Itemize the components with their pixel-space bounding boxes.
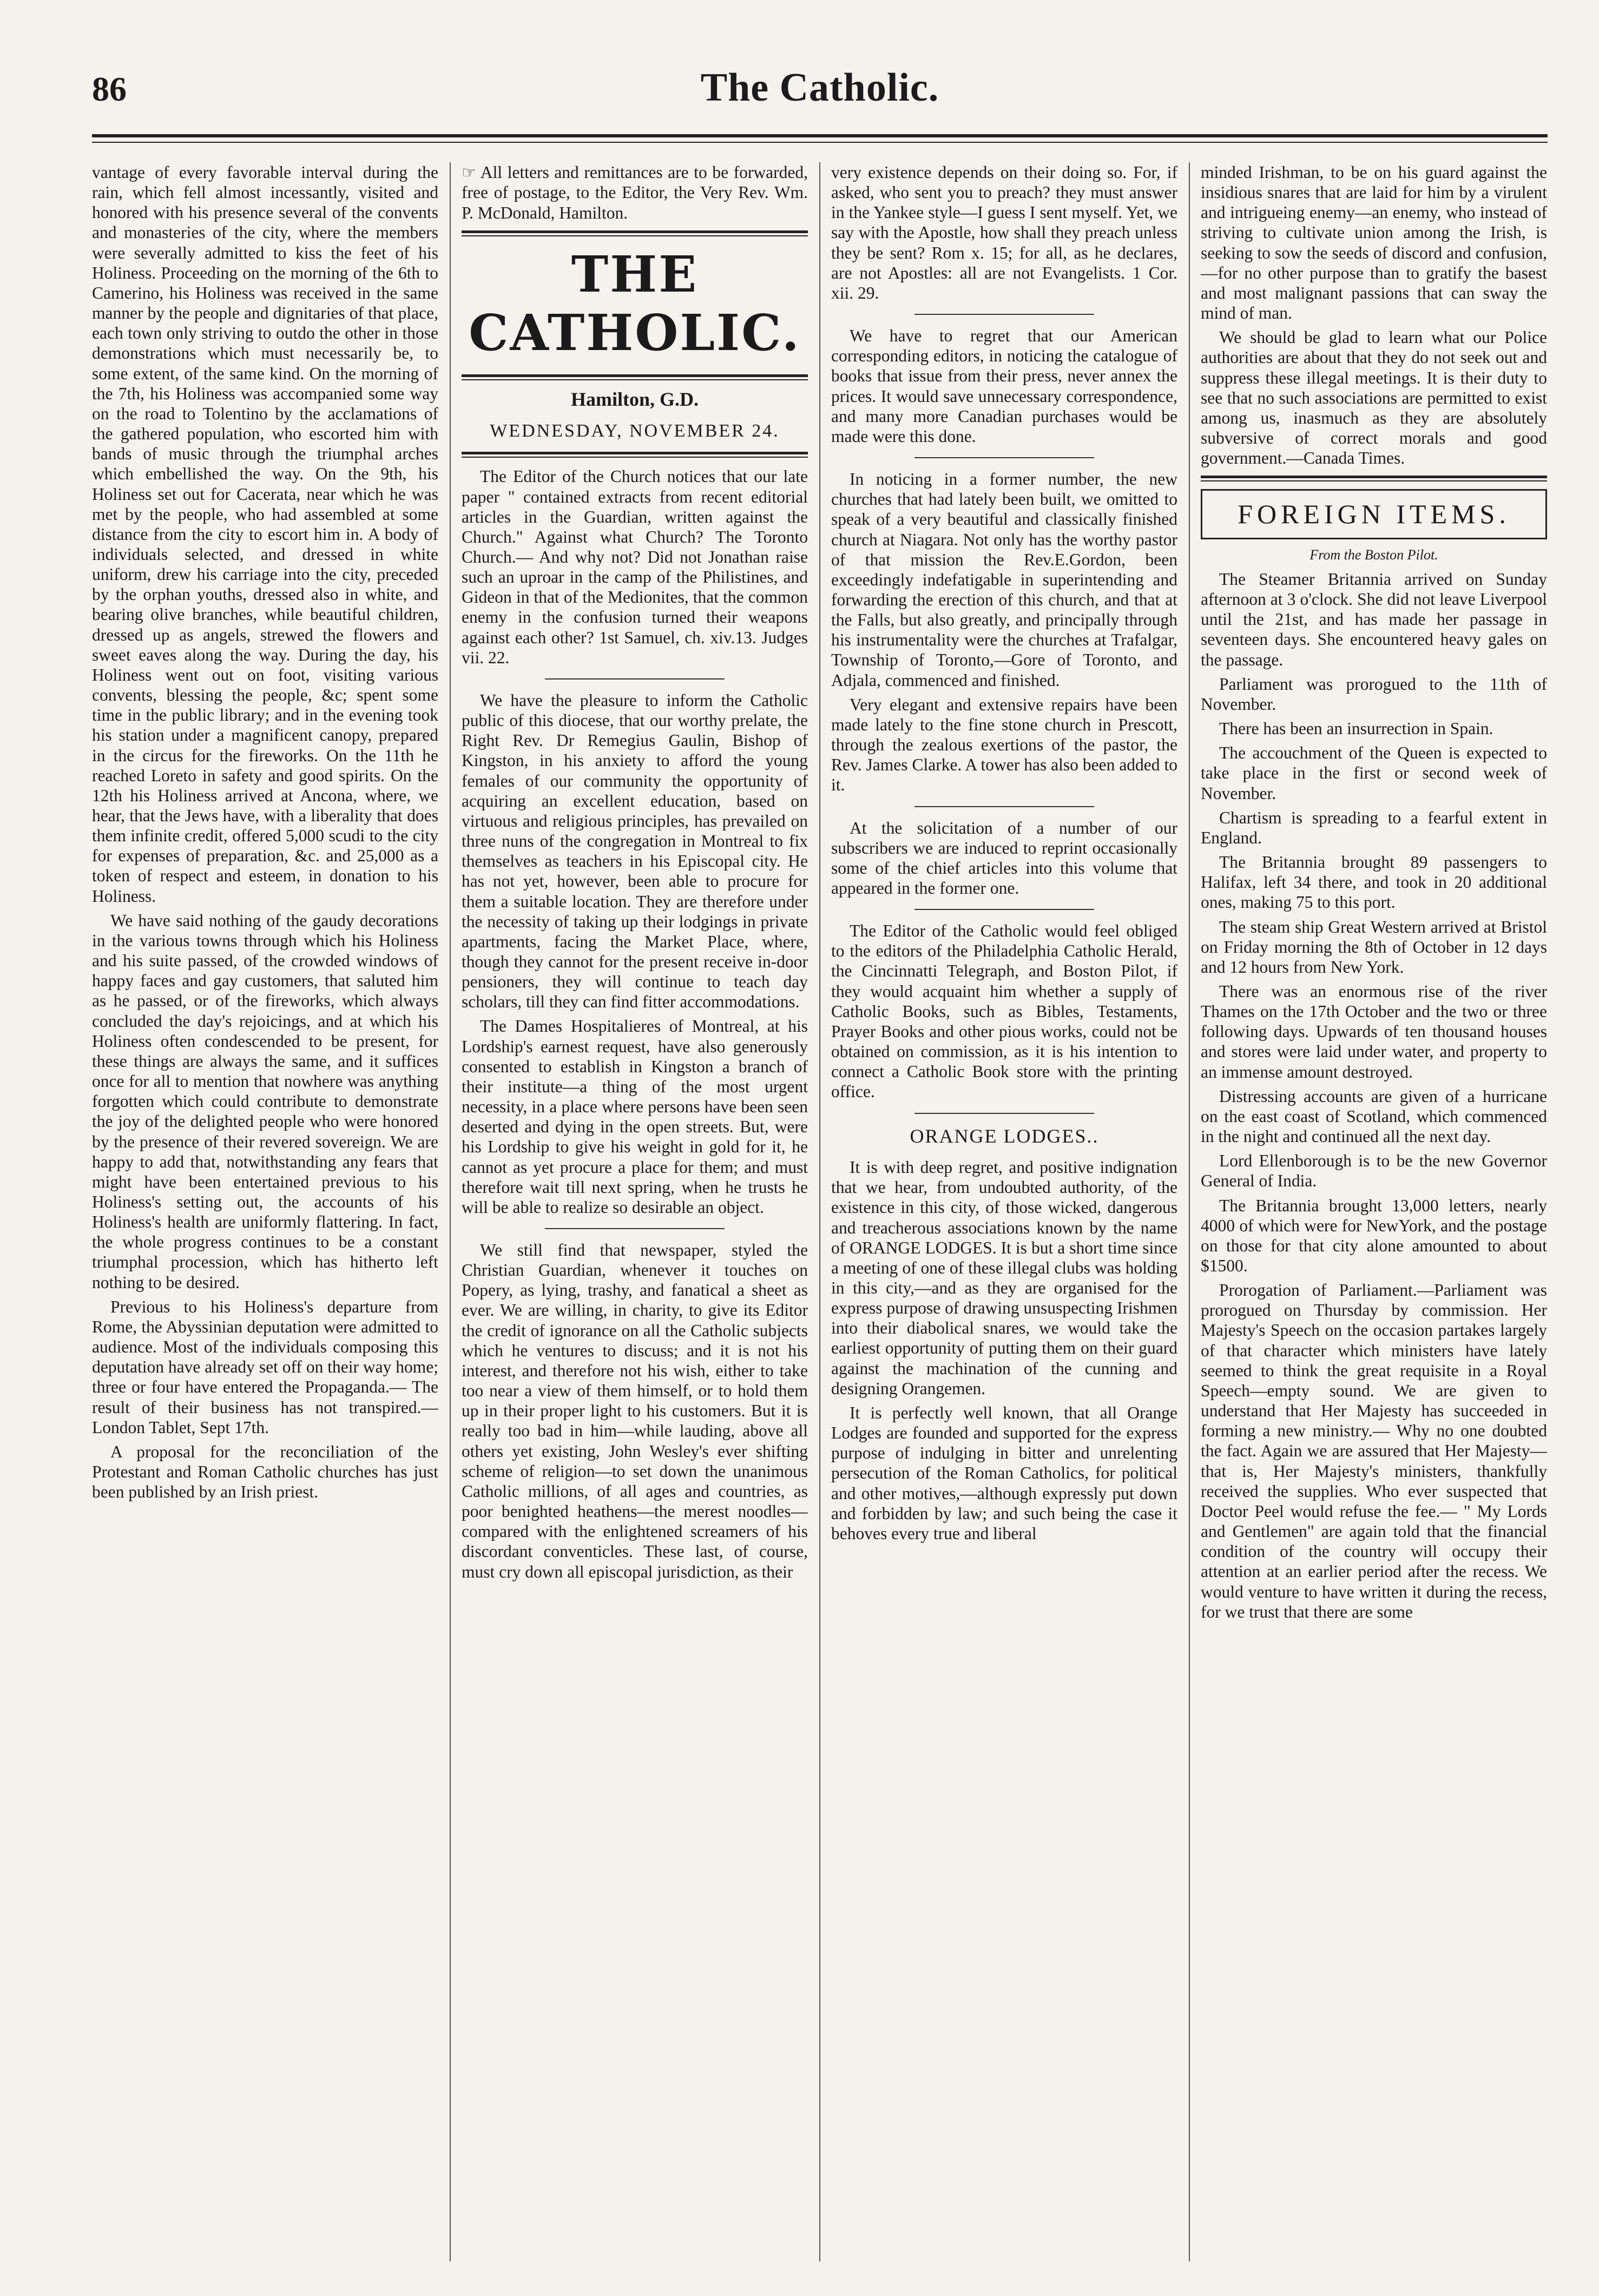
article-paragraph: We have the pleasure to inform the Catholic public of this diocese, that our worthy prelate, the Right Rev. Dr Remegius Gaulin, Bishop of Kingston, in his anxiety to afford the young females of our community the opportunity of acquiring an excellent education, based on virtuous and religious principles, has prevailed on three nuns of the congregation in Montreal to fix themselves as teachers in his Episcopal city. He has not yet, however, been able to procure for them a suitable location. They are therefore under the necessity of taking up their lodgings in private apartments, facing the Market Place, where, though they cannot for the present receive in-door pensioners, they will continue to teach day scholars, till they can find fitter accommodations.: [462, 690, 808, 1012]
article-paragraph: The Britannia brought 89 passengers to Halifax, left 34 there, and took in 20 additional ones, making 75 to this port.: [1201, 853, 1547, 912]
section-rule: [1201, 476, 1547, 481]
columns: [92, 162, 1548, 2272]
running-title: The Catholic.: [700, 65, 939, 110]
article-paragraph: vantage of every favorable interval during the rain, which fell almost incessantly, visited and honored with his presence several of the convents and monasteries of the city, where the members were severally admitted to kiss the feet of his Holiness. Proceeding on the morning of the 6th to Camerino, his Holiness was received in the same manner by the people and dignitaries of that place, each town only striving to outdo the other in those demonstrations which must necessarily be, to some extent, of the same kind. On the morning of the 7th, his Holiness was accompanied some way on the road to Tolentino by the acclamations of the gathered population, who escorted him with bands of music through the triumphal arches which embellished the way. On the 9th, his Holiness set out for Cacerata, near which he was met by the people, who had assembled at some distance from the city to escort him in. A body of individuals selected, and dressed in white uniform, drew his carriage into the city, preceded by the orphan youths, dressed also in white, and bearing olive branches, while beautiful children, dressed up as angels, strewed the flowers and sweet eaves along the way. During the day, his Holiness went out on foot, visiting various convents, blessing the people, &c; spent some time in the public library; and in the evening took his station under a magnificent canopy, prepared in the circus for the fireworks. On the 11th he reached Loreto in safety and good spirits. On the 12th his Holiness arrived at Ancona, where, we hear, that the Jews have, with a liberality that does them infinite credit, offered 5,000 scudi to the city for expenses of preparation, &c. and 25,000 as a token of respect and esteem, in donation to his Holiness.: [92, 163, 438, 906]
column-4: [1201, 162, 1547, 2261]
article-paragraph: The steam ship Great Western arrived at Bristol on Friday morning the 8th of October in 12 days and 12 hours from New York.: [1201, 917, 1547, 977]
article-paragraph: The Britannia brought 13,000 letters, nearly 4000 of which were for NewYork, and the postage on those for that city alone amounted to about $1500.: [1201, 1196, 1547, 1276]
masthead-date: WEDNESDAY, NOVEMBER 24.: [490, 421, 780, 441]
column-1: [92, 162, 438, 2261]
column-3: [831, 162, 1177, 2261]
article-paragraph: At the solicitation of a number of our subscribers we are induced to reprint occasionally some of the chief articles into this volume that appeared in the former one.: [831, 818, 1177, 898]
article-paragraph: Lord Ellenborough is to be the new Governor General of India.: [1201, 1151, 1547, 1191]
separator: [545, 1228, 725, 1229]
article-paragraph: It is with deep regret, and positive indignation that we hear, from undoubted authority, of the existence in this city, of those wicked, dangerous and treacherous associations known by the name of ORANGE LODGES. It is but a short time since a meeting of one of these illegal clubs was holding in this city,—and as they are organised for the express purpose of drawing unsuspecting Irishmen into their diabolical snares, we would take the earliest opportunity of putting them on their guard against the machination of the cunning and designing Orangemen.: [831, 1158, 1177, 1398]
separator: [914, 1113, 1095, 1114]
article-paragraph: There has been an insurrection in Spain.: [1219, 719, 1493, 738]
article-paragraph: Very elegant and extensive repairs have been made lately to the fine stone church in Prescott, through the zealous exertions of the pastor, the Rev. James Clarke. A tower has also been added to it.: [831, 695, 1177, 795]
article-paragraph: We should be glad to learn what our Police authorities are about that they do not seek out and suppress these illegal meetings. It is their duty to see that no such associations are permitted to exist among us, inasmuch as they are absolutely subversive of correct morals and good government.—Canada Times.: [1201, 328, 1547, 468]
article-paragraph: The accouchment of the Queen is expected to take place in the first or second week of November.: [1201, 743, 1547, 803]
pointing-hand-icon: ☞: [462, 164, 476, 182]
article-paragraph: The Editor of the Catholic would feel obliged to the editors of the Philadelphia Catholic Herald, the Cincinnatti Telegraph, and Boston Pilot, if they would acquaint him whether a supply of Catholic Books, such as Bibles, Testaments, Prayer Books and other pious works, could not be obtained on commission, as it is his intention to connect a Catholic Book store with the printing office.: [831, 921, 1177, 1101]
separator: [545, 678, 725, 679]
column-2: [462, 162, 808, 2261]
article-paragraph: Chartism is spreading to a fearful extent in England.: [1201, 808, 1547, 847]
masthead-place: Hamilton, G.D.: [570, 388, 699, 410]
header-rule-thin: [92, 142, 1548, 143]
article-paragraph: Distressing accounts are given of a hurricane on the east coast of Scotland, which commenced in the night and continued all the next day.: [1201, 1086, 1547, 1146]
masthead-rule: [462, 374, 808, 380]
article-paragraph: Previous to his Holiness's departure from Rome, the Abyssinian deputation were admitted to audience. Most of the individuals composing this deputation have already set off on their way home; three or four have entered the Propaganda.— The result of their business has not transpired.—London Tablet, Sept 17th.: [92, 1297, 438, 1437]
column-divider: [819, 162, 820, 2261]
column-divider: [1189, 162, 1190, 2261]
masthead-rule: [462, 230, 808, 236]
article-paragraph: Prorogation of Parliament.—Parliament was prorogued on Thursday by commission. Her Majesty's Speech on the occasion partakes largely of that character which ministers have lately seemed to think the great requisite in a Royal Speech—empty sound. We are given to understand that Her Majesty has succeeded in forming a new ministry.— Why no one doubted the fact. Again we are assured that Her Majesty—that is, Her Majesty's ministers, thankfully received the supplies. Who ever suspected that Doctor Peel would refuse the fee.— " My Lords and Gentlemen" are again told that the financial condition of the country will occupy their attention at an earlier period after the recess. We would venture to have written it during the recess, for we trust that there are some: [1201, 1281, 1547, 1621]
article-paragraph: very existence depends on their doing so. For, if asked, who sent you to preach? they must answer in the Yankee style—I guess I sent myself. Yet, we say with the Apostle, how shall they preach unless they be sent? Rom x. 15; for all, as he declares, are not Apostles: all are not Evangelists. 1 Cor. xii. 29.: [831, 163, 1177, 302]
header-rule: [92, 134, 1548, 137]
article-paragraph: We still find that newspaper, styled the Christian Guardian, whenever it touches on Popery, as lying, trashy, and fanatical a sheet as ever. We are willing, in charity, to give its Editor the credit of ignorance on all the Catholic subjects which he ventures to discuss; and it is not his interest, and therefore not his wish, either to take too near a view of them himself, or to hold them up in their proper light to his customers. But it is really too bad in him—while lauding, above all others yet existing, John Wesley's ever shifting scheme of religion—to set down the unanimous Catholic millions, of all ages and countries, as poor benighted heathens—the merest noodles—compared with the enlightened screamers of his discordant conventicles. These last, of course, must cry down all episcopal jurisdiction, as their: [462, 1241, 808, 1581]
article-paragraph: There was an enormous rise of the river Thames on the 17th October and the two or three following days. Upwards of ten thousand houses and stores were laid under water, and property to an immense amount destroyed.: [1201, 981, 1547, 1081]
column-divider: [450, 162, 451, 2261]
foreign-items-title: FOREIGN ITEMS.: [1201, 489, 1547, 539]
article-paragraph: The Dames Hospitalieres of Montreal, at his Lordship's earnest request, have also generously consented to establish in Kingston a branch of their institute—a thing of the most urgent necessity, in a place where persons have been seen deserted and dying in the open streets. But, were his Lordship to give his weight in gold for it, he cannot as yet procure a place for them; and must therefore wait till next spring, when he trusts he will be able to realize so desirable an object.: [462, 1017, 808, 1217]
article-paragraph: The Steamer Britannia arrived on Sunday afternoon at 3 o'clock. She did not leave Liverpool until the 21st, and has made her passage in seventeen days. She encountered heavy gales on the passage.: [1201, 570, 1547, 669]
section-title: ORANGE LODGES..: [910, 1125, 1099, 1147]
article-paragraph: The Editor of the Church notices that our late paper " contained extracts from recent editorial articles in the Guardian, written against the Church." Against what Church? The Toronto Church.— And why not? Did not Jonathan raise such an uproar in the camp of the Philistines, and Gideon in that of the Medionites, that the common enemy in the confusion turned their weapons against each other? 1st Samuel, ch. xiv.13. Judges vii. 22.: [462, 467, 808, 667]
article-paragraph: A proposal for the reconciliation of the Protestant and Roman Catholic churches has just been published by an Irish priest.: [92, 1442, 438, 1502]
masthead-title: THE CATHOLIC.: [469, 245, 801, 362]
article-paragraph: minded Irishman, to be on his guard against the insidious snares that are laid for him by a virulent and intrigueing enemy—an enemy, who instead of striving to cultivate union among the Irish, is seeking to sow the seeds of discord and confusion,—for no other purpose than to gratify the basest and most malignant passions that can sway the mind of man.: [1201, 163, 1547, 323]
masthead: [462, 245, 808, 458]
article-paragraph: We have said nothing of the gaudy decorations in the various towns through which his Holiness and his suite passed, of the crowded windows of happy faces and gay customers, that saluted him as he passed, or of the fireworks, which always concluded the day's rejoicings, and at which his Holiness often condescended to be present, for these things are always the same, and it suffices once for all to mention that nowhere was anything forgotten which could contribute to demonstrate the joy of the delighted people who were honored by the presence of their revered sovereign. We are happy to add that, notwithstanding any fears that might have been entertained previous to his Holiness's setting out, the accounts of his Holiness's health are uniformly flattering. In fact, the whole progress continues to be a constant triumphal procession, which has hitherto left nothing to be desired.: [92, 911, 438, 1292]
separator: [914, 314, 1095, 315]
separator: [914, 806, 1095, 807]
separator: [914, 909, 1095, 910]
article-paragraph: In noticing in a former number, the new churches that had lately been built, we omitted to speak of a very beautiful and classically finished church at Niagara. Not only has the worthy pastor of that mission the Rev.E.Gordon, been exceedingly indefatigable in superintending and forwarding the erection of this church, and that at the Falls, but also greatly, and principally through his instrumentality were the churches at Trafalgar, Township of Toronto,—Gore of Toronto, and Adjala, commenced and finished.: [831, 470, 1177, 690]
editor-notice-text: All letters and remittances are to be forwarded, free of postage, to the Editor, the Very Rev. Wm. P. McDonald, Hamilton.: [462, 163, 808, 222]
separator: [914, 457, 1095, 458]
article-paragraph: We have to regret that our American corresponding editors, in noticing the catalogue of books that issue from their press, never annex the prices. It would save unnecessary correspondence, and many more Canadian purchases would be made were this done.: [831, 326, 1177, 446]
page-header: [92, 54, 1548, 130]
page-number: 86: [92, 70, 127, 108]
source-credit: From the Boston Pilot.: [1310, 547, 1438, 563]
article-paragraph: Parliament was prorogued to the 11th of November.: [1201, 674, 1547, 714]
editor-notice: [462, 162, 808, 223]
article-paragraph: It is perfectly well known, that all Orange Lodges are founded and supported for the express purpose of indulging in bitter and unrelenting persecution of the Roman Catholics, for political and other motives,—although expressly put down and forbidden by law; and such being the case it behoves every true and liberal: [831, 1403, 1177, 1543]
masthead-rule: [462, 452, 808, 458]
